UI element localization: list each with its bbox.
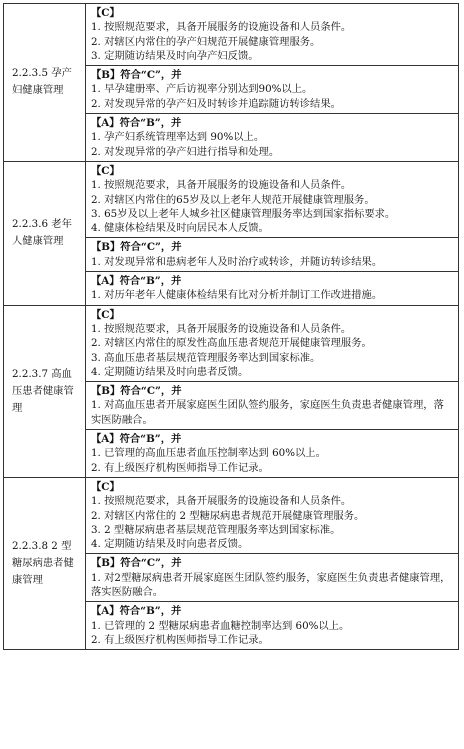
criterion-item: 4. 健康体检结果及时向居民本人反馈。 [91, 222, 269, 235]
grade-block-a [86, 430, 459, 478]
grade-heading: 【B】符合“C”，并 [91, 69, 182, 82]
criterion-item: 1. 孕产妇系统管理率达到 90%以上。 [91, 131, 265, 144]
criterion-item: 1. 按照规范要求，具备开展服务的设施设备和人员条件。 [91, 179, 352, 192]
grade-heading: 【A】符合“B”，并 [91, 275, 182, 288]
criterion-item: 2. 有上级医疗机构医师指导工作记录。 [91, 633, 269, 646]
criterion-item: 2. 对辖区内常住的65岁及以上老年人规范开展健康管理服务。 [91, 193, 375, 206]
grade-block-a [86, 114, 459, 162]
grade-block-b [86, 554, 459, 602]
grade-heading: 【C】 [91, 7, 120, 19]
criterion-item: 1. 对历年老年人健康体检结果有比对分析并制订工作改进措施。 [91, 289, 383, 302]
criterion-item: 2. 对发现异常的孕产妇进行指导和处理。 [91, 145, 280, 158]
criterion-item: 3. 高血压患者基层规范管理服务率达到国家标准。 [91, 351, 321, 364]
section-label: 2.2.3.7 高血压患者健康管理 [4, 305, 86, 477]
criterion-item: 3. 2 型糖尿病患者基层规范管理服务率达到国家标准。 [91, 523, 341, 536]
grade-block-c [86, 305, 459, 381]
grade-block-a [86, 272, 459, 306]
criterion-item: 3. 65岁及以上老年人城乡社区健康管理服务率达到国家指标要求。 [91, 207, 396, 220]
criterion-item: 2. 对辖区内常住的原发性高血压患者规范开展健康管理服务。 [91, 337, 372, 350]
criterion-item: 2. 对发现异常的孕产妇及时转诊并追踪随访转诊结果。 [91, 97, 341, 110]
grade-heading: 【A】符合“B”，并 [91, 605, 182, 618]
grade-heading: 【B】符合“C”，并 [91, 557, 182, 570]
criterion-item: 1. 对高血压患者开展家庭医生团队签约服务，家庭医生负责患者健康管理，落实医防融合。 [91, 399, 444, 426]
criterion-item: 1. 已管理的 2 型糖尿病患者血糖控制率达到 60%以上。 [91, 619, 350, 632]
grade-block-b [86, 238, 459, 272]
criterion-item: 1. 按照规范要求，具备开展服务的设施设备和人员条件。 [91, 322, 352, 335]
grade-heading: 【B】符合“C”，并 [91, 385, 182, 398]
section-label: 2.2.3.8 2 型糖尿病患者健康管理 [4, 477, 86, 649]
grade-block-b [86, 382, 459, 430]
table-row [4, 477, 459, 553]
section-label: 2.2.3.5 孕产妇健康管理 [4, 4, 86, 162]
grade-heading: 【B】符合“C”，并 [91, 241, 182, 254]
table-row [4, 305, 459, 381]
grade-block-b [86, 66, 459, 114]
criterion-item: 2. 有上级医疗机构医师指导工作记录。 [91, 461, 269, 474]
criterion-item: 1. 对发现异常和患病老年人及时治疗或转诊，并随访转诊结果。 [91, 255, 383, 268]
grade-block-c [86, 161, 459, 237]
grade-heading: 【C】 [91, 480, 120, 493]
table-row [4, 161, 459, 237]
criterion-item: 2. 对辖区内常住的 2 型糖尿病患者规范开展健康管理服务。 [91, 509, 365, 522]
criterion-item: 3. 定期随访结果及时向孕产妇反馈。 [91, 49, 259, 62]
criterion-item: 1. 按照规范要求，具备开展服务的设施设备和人员条件。 [91, 495, 352, 508]
criterion-item: 1. 对2型糖尿病患者开展家庭医生团队签约服务，家庭医生负责患者健康管理，落实医防融合。 [91, 571, 451, 598]
table-row [4, 4, 459, 66]
grade-heading: 【A】符合“B”，并 [91, 433, 182, 446]
grade-block-c [86, 4, 459, 66]
grade-heading: 【A】符合“B”，并 [91, 117, 182, 130]
standards-document [3, 3, 461, 650]
grade-heading: 【C】 [91, 164, 120, 177]
section-label: 2.2.3.6 老年人健康管理 [4, 161, 86, 305]
criterion-item: 1. 已管理的高血压患者血压控制率达到 60%以上。 [91, 447, 326, 460]
criterion-item: 4. 定期随访结果及时向患者反馈。 [91, 365, 249, 378]
grade-heading: 【C】 [91, 308, 120, 321]
criterion-item: 1. 早孕建册率、产后访视率分别达到90%以上。 [91, 83, 313, 96]
grade-block-a [86, 602, 459, 650]
grade-block-c [86, 477, 459, 553]
standards-table [3, 3, 459, 650]
criterion-item: 2. 对辖区内常住的孕产妇规范开展健康管理服务。 [91, 35, 321, 48]
criterion-item: 1. 按照规范要求，具备开展服务的设施设备和人员条件。 [91, 21, 352, 34]
criterion-item: 4. 定期随访结果及时向患者反馈。 [91, 538, 249, 551]
